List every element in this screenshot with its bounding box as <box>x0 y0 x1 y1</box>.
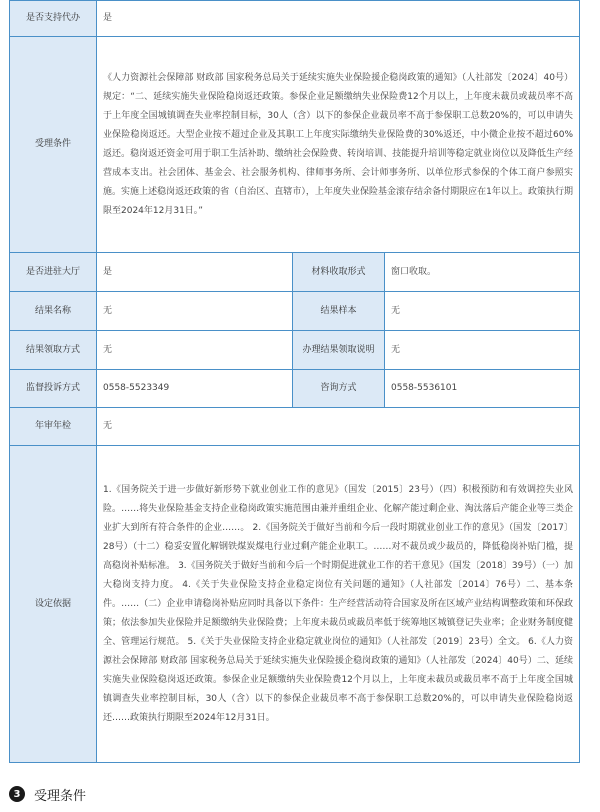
result-name-value: 无 <box>97 292 293 331</box>
row-annual <box>10 408 580 446</box>
complaint-label: 监督投诉方式 <box>10 370 97 408</box>
info-table-container <box>9 0 579 763</box>
section-number-badge: 3 <box>9 786 25 802</box>
consult-phone: 0558-5536101 <box>385 370 580 408</box>
row-complaint <box>10 370 580 408</box>
result-sample-value: 无 <box>385 292 580 331</box>
info-table <box>9 0 580 763</box>
row-result-pickup <box>10 331 580 370</box>
basis-label: 设定依据 <box>10 446 97 763</box>
row-hall <box>10 253 580 292</box>
result-name-label: 结果名称 <box>10 292 97 331</box>
row-support-agency <box>10 1 580 37</box>
row-result-name <box>10 292 580 331</box>
material-form-value: 窗口收取。 <box>385 253 580 292</box>
section-title: 受理条件 <box>34 788 87 804</box>
result-sample-label: 结果样本 <box>293 292 385 331</box>
annual-value: 无 <box>97 408 580 446</box>
complaint-phone: 0558-5523349 <box>97 370 293 408</box>
row-basis <box>10 446 580 763</box>
hall-label: 是否进驻大厅 <box>10 253 97 292</box>
basis-value: 1.《国务院关于进一步做好新形势下就业创业工作的意见》（国发〔2015〕23号）（四）积极预防和有效调控失业风险。……将失业保险基金支持企业稳岗政策实施范围由兼并重组企业、化解产能过剩企业、淘汰落后产能企业等三类企业扩大到所有符合条件的企业……。 2.《国务院关于做好当前和今后一段时期就业创业工作的意见》（国发〔2017〕28号）（十二）稳妥安置化解钢铁煤炭煤电行业过剩产能企业职工。……对不裁员或少裁员的，降低稳岗补贴门槛，提高稳岗补贴标准。 3.《国务院关于做好当前和今后一个时期促进就业工作的若干意见》（国发〔2018〕39号）（一）加大稳岗支持力度。 4.《关于失业保险支持企业稳定岗位有关问题的通知》（人社部发〔2014〕76号）二、基本条件。……（二）企业申请稳岗补贴应同时具备以下条件：生产经营活动符合国家及所在区域产业结构调整政策和环保政策；依法参加失业保险并足额缴纳失业保险费；上年度未裁员或裁员率低于统筹地区城镇登记失业率；企业财务制度健全、管理运行规范。 5.《关于失业保险支持企业稳定就业岗位的通知》（人社部发〔2019〕23号）全文。 6.《人力资源社会保障部 财政部 国家税务总局关于延续实施失业保险援企稳岗政策的通知》（人社部发〔2024〕40号）二、延续实施失业保险稳岗返还政策。参保企业足额缴纳失业保险费12个月以上，上年度未裁员或裁员率不高于上年度全国城镇调查失业率控制目标，30人（含）以下的参保企业裁员率不高于参保职工总数20%的，可以申请失业保险稳岗返还……政策执行期限至2024年12月31日。 <box>97 446 580 763</box>
conditions-label: 受理条件 <box>10 37 97 253</box>
conditions-value: 《人力资源社会保障部 财政部 国家税务总局关于延续实施失业保险援企稳岗政策的通知》（人社部发〔2024〕40号）规定：“二、延续实施失业保险稳岗返还政策。参保企业足额缴纳失业保险费12个月以上，上年度未裁员或裁员率不高于上年度全国城镇调查失业率控制目标，30人（含）以下的参保企业裁员率不高于参保职工总数20%的，可以申请失业保险稳岗返还。大型企业按不超过企业及其职工上年度实际缴纳失业保险费的30%返还，中小微企业按不超过60%返还。稳岗返还资金可用于职工生活补助、缴纳社会保险费、转岗培训、技能提升培训等稳定就业岗位以及降低生产经营成本支出。社会团体、基金会、社会服务机构、律师事务所、会计师事务所、以单位形式参保的个体工商户参照实施。实施上述稳岗返还政策的省（自治区、直辖市），上年度失业保险基金滚存结余备付期限应在1年以上。政策执行期限至2024年12月31日。” <box>97 37 580 253</box>
support-agency-value: 是 <box>97 1 580 37</box>
material-form-label: 材料收取形式 <box>293 253 385 292</box>
consult-label: 咨询方式 <box>293 370 385 408</box>
support-agency-label: 是否支持代办 <box>10 1 97 37</box>
row-conditions <box>10 37 580 253</box>
result-note-value: 无 <box>385 331 580 370</box>
result-pickup-value: 无 <box>97 331 293 370</box>
annual-label: 年审年检 <box>10 408 97 446</box>
result-pickup-label: 结果领取方式 <box>10 331 97 370</box>
result-note-label: 办理结果领取说明 <box>293 331 385 370</box>
section-heading <box>9 782 86 806</box>
hall-value: 是 <box>97 253 293 292</box>
